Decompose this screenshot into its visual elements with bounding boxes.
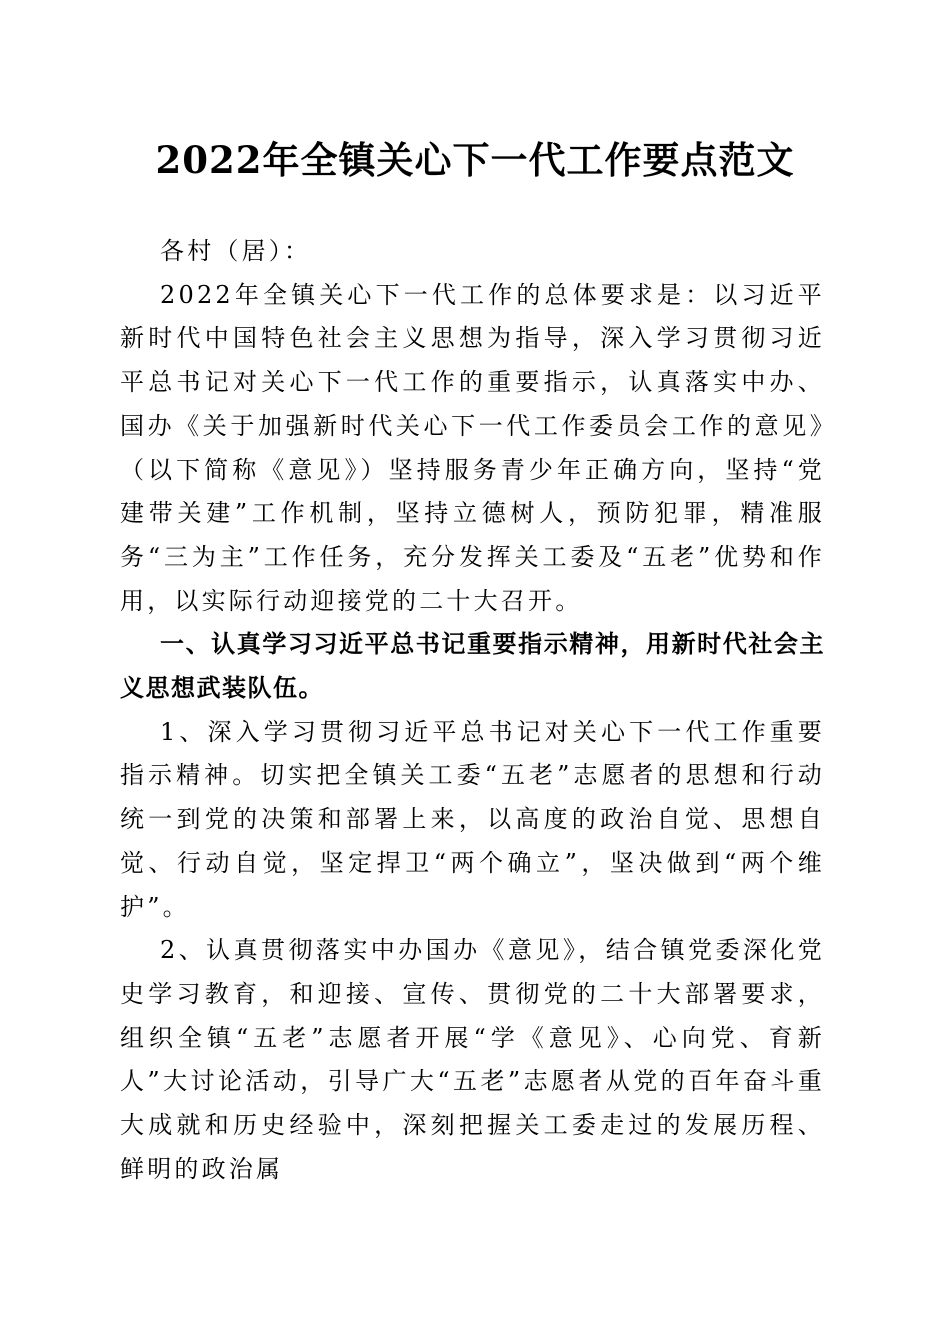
document-title: 2022年全镇关心下一代工作要点范文 [155,138,795,182]
paragraph-item-2: 2、认真贯彻落实中办国办《意见》，结合镇党委深化党史学习教育，和迎接、宣传、贯彻党的二十大部署要求，组织全镇“五老”志愿者开展“学《意见》、心向党、育新人”大讨论活动，引导广大“五老”志愿者从党的百年奋斗重大成就和历史经验中，深刻把握关工委走过的发展历程、鲜明的政治属 [120,936,825,1183]
section-heading-1: 一、认真学习习近平总书记重要指示精神，用新时代社会主义思想武装队伍。 [120,630,825,703]
document-body [120,230,825,1191]
paragraph-item-1: 1、深入学习贯彻习近平总书记对关心下一代工作重要指示精神。切实把全镇关工委“五老”志愿者的思想和行动统一到党的决策和部署上来，以高度的政治自觉、思想自觉、行动自觉，坚定捍卫“两个确立”，坚决做到“两个维护”。 [120,717,825,921]
salutation: 各村（居）： [160,237,312,265]
paragraph-overview: 2022年全镇关心下一代工作的总体要求是：以习近平新时代中国特色社会主义思想为指导，深入学习贯彻习近平总书记对关心下一代工作的重要指示，认真落实中办、国办《关于加强新时代关心下一代工作委员会工作的意见》（以下简称《意见》）坚持服务青少年正确方向，坚持“党建带关建”工作机制，坚持立德树人，预防犯罪，精准服务“三为主”工作任务，充分发挥关工委及“五老”优势和作用，以实际行动迎接党的二十大召开。 [120,280,825,615]
